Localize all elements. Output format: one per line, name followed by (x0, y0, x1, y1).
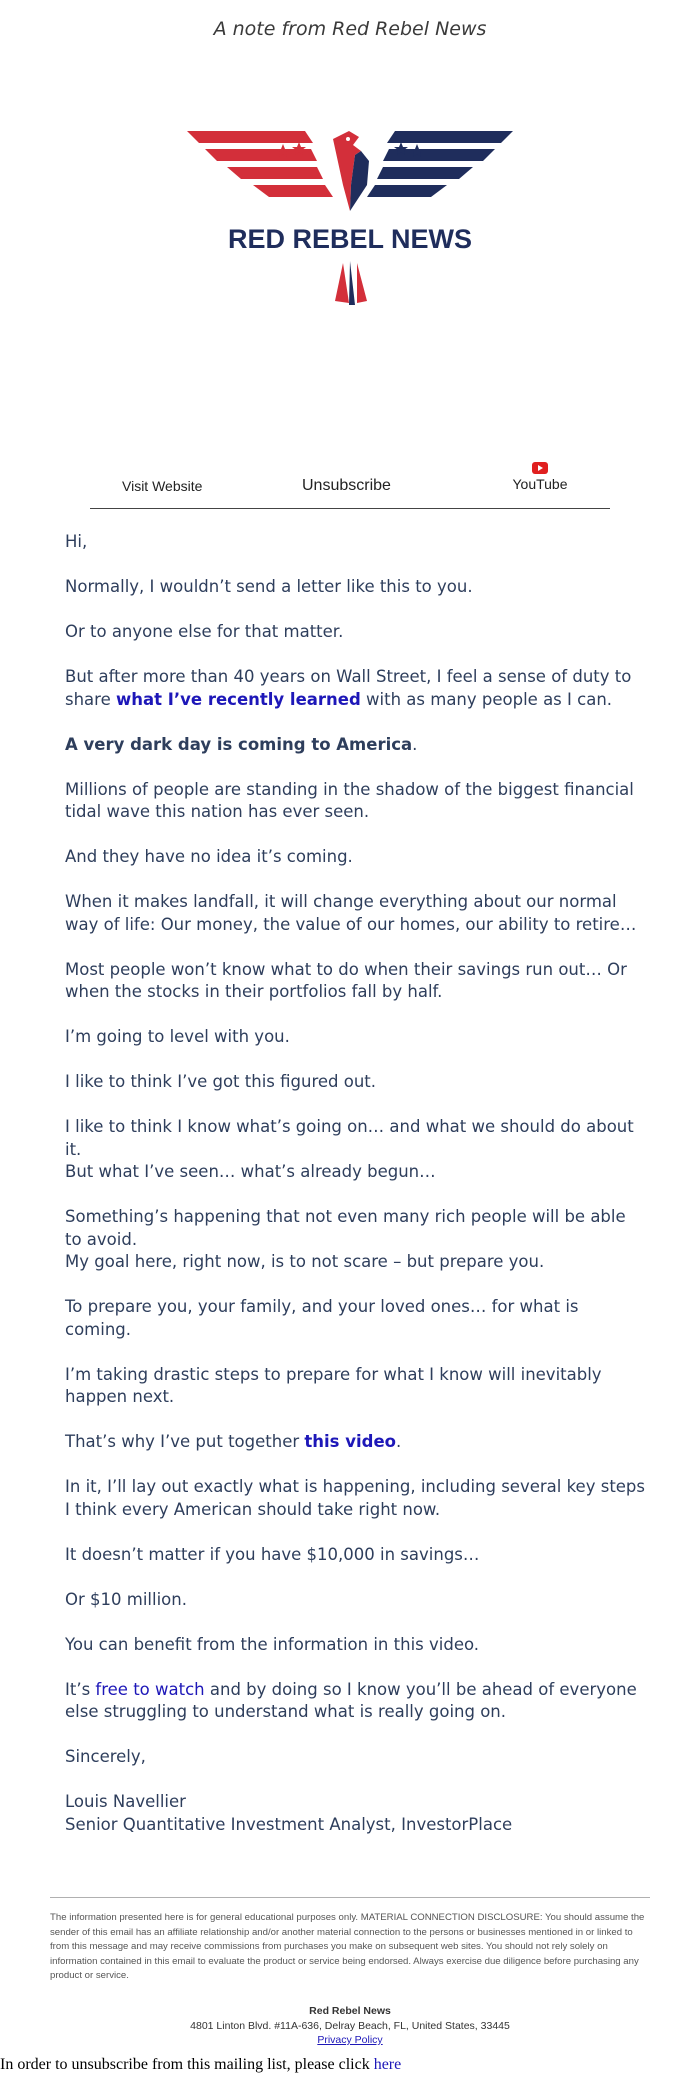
privacy-policy-link[interactable]: Privacy Policy (317, 2034, 383, 2046)
this-video-link[interactable]: this video (304, 1432, 396, 1451)
disclaimer-text: The information presented here is for general educational purposes only. MATERIAL CONNECTION DISCLOSURE: You should assume the sender of this email has an affiliate relationship and/or another material connection to the persons or businesses mentioned in or linked to from this message and may receive commissions from purchases you make on subsequent web sites. You should not rely solely on information contained in this email to evaluate the product or service being endorsed. Always exercise due diligence before purchasing any product or service. (50, 1912, 645, 1981)
dark-day-heading: A very dark day is coming to America (65, 734, 413, 754)
company-address: 4801 Linton Blvd. #11A-636, Delray Beach, FL, United States, 33445 (190, 2019, 510, 2032)
paragraph: To prepare you, your family, and your loved ones… for what is coming. (65, 1297, 579, 1339)
youtube-icon (532, 462, 548, 474)
paragraph: When it makes landfall, it will change everything about our normal way of life: Our money, the value of our homes, our ability to retire… (65, 892, 637, 934)
letter-body (65, 531, 645, 1859)
paragraph: But after more than 40 years on Wall Street, I feel a sense of duty to share what I’ve recently learned with as many people as I can. (65, 667, 632, 709)
paragraph: A very dark day is coming to America. (65, 734, 418, 754)
paragraph: I’m taking drastic steps to prepare for what I know will inevitably happen next. (65, 1364, 602, 1406)
signature (65, 1791, 645, 1836)
unsubscribe-link[interactable]: Unsubscribe (302, 477, 391, 494)
paragraph: I like to think I know what’s going on… and what we should do about it. But what I’ve seen… what’s already begun… (65, 1117, 634, 1181)
paragraph: Most people won’t know what to do when their savings run out… Or when the stocks in their portfolios fall by half. (65, 959, 627, 1001)
paragraph: In it, I’ll lay out exactly what is happening, including several key steps I think every American should take right now. (65, 1477, 646, 1519)
free-to-watch-link[interactable]: free to watch (95, 1679, 205, 1699)
unsubscribe-notice: In order to unsubscribe from this mailing list, please click here (0, 2056, 402, 2073)
logo-text: RED REBEL NEWS (227, 224, 473, 254)
recently-learned-link[interactable]: what I’ve recently learned (115, 689, 361, 709)
company-name: Red Rebel News (309, 2005, 391, 2017)
paragraph: Or to anyone else for that matter. (65, 622, 344, 641)
paragraph: It’s free to watch and by doing so I know you’ll be ahead of everyone else struggling to understand what is really going on. (65, 1679, 637, 1721)
signature-name: Louis Navellier (65, 1792, 186, 1811)
youtube-label: YouTube (512, 476, 568, 492)
paragraph: Or $10 million. (65, 1589, 187, 1609)
eagle-logo-icon (183, 125, 517, 310)
paragraph: Normally, I wouldn’t send a letter like this to you. (65, 577, 473, 596)
footer-divider (50, 1897, 650, 1898)
paragraph: Something’s happening that not even many rich people will be able to avoid. My goal here, right now, is to not scare – but prepare you. (65, 1207, 626, 1271)
paragraph: You can benefit from the information in this video. (65, 1634, 480, 1654)
visit-website-link[interactable]: Visit Website (122, 478, 203, 494)
header-tagline: A note from Red Rebel News (213, 18, 487, 40)
paragraph: Millions of people are standing in the shadow of the biggest financial tidal wave this nation has ever seen. (65, 779, 634, 821)
paragraph: It doesn’t matter if you have $10,000 in savings… (65, 1544, 480, 1564)
signature-title: Senior Quantitative Investment Analyst, InvestorPlace (65, 1814, 513, 1834)
red-rebel-news-logo (183, 125, 517, 310)
signoff: Sincerely, (65, 1747, 146, 1766)
paragraph: I’m going to level with you. (65, 1027, 290, 1046)
company-info (0, 2004, 700, 2048)
nav-bar (90, 458, 610, 509)
greeting: Hi, (65, 532, 88, 551)
paragraph: That’s why I’ve put together this video. (65, 1432, 402, 1451)
paragraph: And they have no idea it’s coming. (65, 847, 353, 866)
youtube-link[interactable] (505, 462, 575, 492)
paragraph: I like to think I’ve got this figured out. (65, 1072, 377, 1091)
unsubscribe-here-link[interactable]: here (373, 2056, 402, 2073)
